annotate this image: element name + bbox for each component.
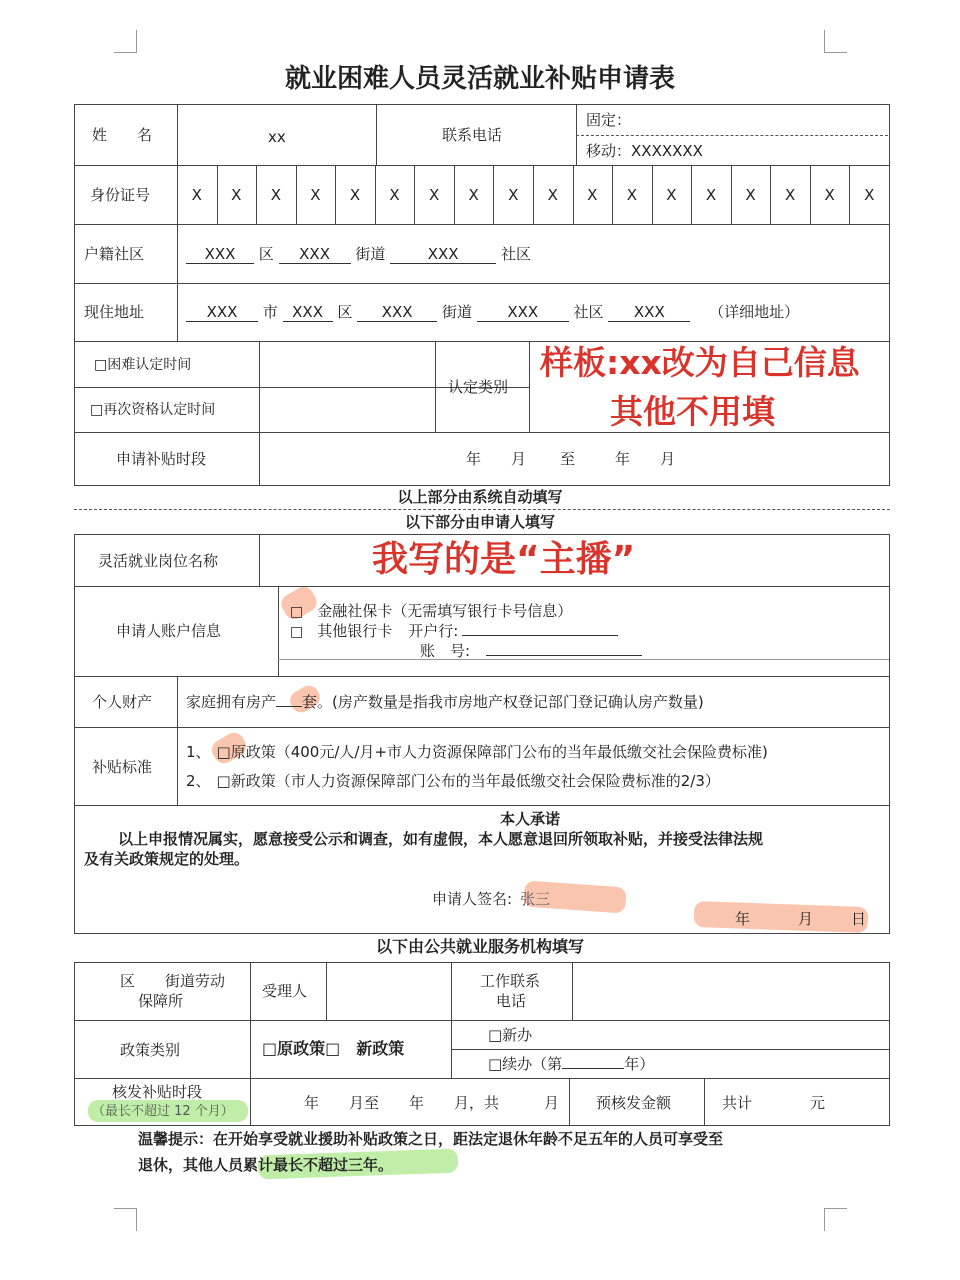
verify-label: 核发补贴时段	[112, 1083, 203, 1101]
id-digit[interactable]: X	[231, 186, 242, 204]
huji-label: 户籍社区	[84, 245, 145, 263]
id-digit[interactable]: X	[468, 186, 479, 204]
phone-label: 联系电话	[442, 126, 503, 144]
huji-value[interactable]: XXX 区 XXX 街道 XXX 社区	[186, 245, 531, 264]
office-label: 区 街道劳动	[120, 972, 226, 990]
id-digit[interactable]: X	[666, 186, 677, 204]
option-social-card[interactable]: □ 金融社保卡（无需填写银行卡号信息）	[290, 602, 573, 620]
id-label: 身份证号	[90, 186, 151, 204]
policy-label: 政策类别	[120, 1041, 181, 1059]
id-digit[interactable]: X	[547, 186, 558, 204]
contact-label-cont: 电话	[496, 992, 527, 1010]
crop-mark-bottom-right	[824, 1208, 847, 1231]
policy-renew[interactable]: □续办（第 年）	[488, 1055, 655, 1073]
id-digit[interactable]: X	[191, 186, 202, 204]
contact-label: 工作联系	[480, 972, 541, 990]
id-digit[interactable]: X	[626, 186, 638, 204]
id-digit[interactable]: X	[349, 186, 361, 204]
name-label: 姓 名	[92, 126, 153, 144]
standard-new-policy[interactable]: 2、 □新政策（市人力资源保障部门公布的当年最低缴交社会保险费标准的2/3）	[186, 772, 720, 790]
id-digit[interactable]: X	[508, 186, 519, 204]
id-digit[interactable]: X	[745, 186, 756, 204]
policy-new-apply[interactable]: □新办	[488, 1026, 533, 1044]
standard-old-policy[interactable]: 1、 □原政策（400元/人/月+市人力资源保障部门公布的当年最低缴交社会保险费标准)	[186, 743, 768, 761]
section-applicant-fill: 以下部分由申请人填写	[404, 513, 555, 531]
id-digit[interactable]: X	[389, 186, 400, 204]
id-digit[interactable]: X	[310, 186, 321, 204]
property-value[interactable]: 家庭拥有房产 套。(房产数量是指我市房地产权登记部门登记确认房产数量)	[186, 693, 704, 711]
re-qualification-time[interactable]: □再次资格认定时间	[90, 402, 216, 418]
mobile-phone[interactable]: 移动：XXXXXXX	[586, 142, 703, 160]
page-title: 就业困难人员灵活就业补贴申请表	[284, 64, 675, 94]
crop-mark-top-left	[114, 30, 137, 53]
property-label: 个人财产	[92, 693, 153, 711]
address-value[interactable]: XXX 市 XXX 区 XXX 街道 XXX 社区 XXX （详细地址）	[186, 303, 799, 322]
name-value[interactable]: xx	[268, 128, 286, 146]
account-number-field[interactable]: 账 号:	[420, 642, 642, 660]
id-digit[interactable]: X	[864, 186, 875, 204]
pledge-title: 本人承诺	[500, 810, 561, 828]
annotation-sample: 样板:xx改为自己信息	[540, 343, 860, 382]
pledge-text-cont: 及有关政策规定的处理。	[84, 850, 250, 868]
total-unit: 元	[810, 1094, 826, 1112]
verify-note: （最长不超过 12 个月）	[92, 1104, 234, 1119]
applicant-table	[74, 534, 890, 934]
crop-mark-top-right	[824, 30, 847, 53]
signature-field[interactable]: 申请人签名: 张三	[432, 890, 551, 908]
crop-mark-bottom-left	[114, 1208, 137, 1231]
difficulty-recog-time[interactable]: □困难认定时间	[94, 357, 192, 373]
standard-label: 补贴标准	[92, 758, 153, 776]
tip-line1: 温馨提示：在开始享受就业援助补贴政策之日，距法定退休年龄不足五年的人员可享受至	[138, 1130, 724, 1148]
annotation-job: 我写的是“主播”	[372, 539, 636, 580]
id-digit[interactable]: X	[705, 186, 717, 204]
section-auto-fill: 以上部分由系统自动填写	[397, 488, 563, 506]
amount-label: 预核发金额	[596, 1094, 672, 1112]
period-label: 申请补贴时段	[116, 450, 207, 468]
handler-label: 受理人	[262, 982, 308, 1000]
tip-line2: 退休，其他人员累计最长不超过三年。	[138, 1156, 394, 1174]
id-digit[interactable]: X	[784, 186, 796, 204]
id-digit[interactable]: X	[824, 186, 835, 204]
fixed-phone-label: 固定：	[586, 111, 632, 129]
id-digit[interactable]: X	[428, 186, 440, 204]
total-label: 共计	[722, 1094, 753, 1112]
recog-type-label: 认定类别	[448, 378, 509, 396]
period-value[interactable]: 年 月 至 年 月	[466, 450, 676, 468]
section-agency-fill: 以下由公共就业服务机构填写	[375, 937, 584, 956]
address-label: 现住地址	[84, 303, 145, 321]
id-digit[interactable]: X	[270, 186, 282, 204]
policy-options[interactable]: □原政策□ 新政策	[262, 1039, 405, 1058]
annotation-others: 其他不用填	[610, 392, 775, 431]
pledge-text: 以上申报情况属实，愿意接受公示和调查，如有虚假，本人愿意退回所领取补贴，并接受法律法规	[118, 830, 764, 848]
account-label: 申请人账户信息	[116, 622, 222, 640]
verify-period[interactable]: 年 月至 年 月，共 月	[304, 1094, 560, 1112]
option-other-bank[interactable]: □ 其他银行卡 开户行:	[290, 622, 618, 641]
job-title-label: 灵活就业岗位名称	[98, 552, 219, 570]
id-digit[interactable]: X	[587, 186, 598, 204]
office-label-cont: 保障所	[138, 992, 184, 1010]
signature-date[interactable]: 年 月 日	[735, 910, 867, 928]
